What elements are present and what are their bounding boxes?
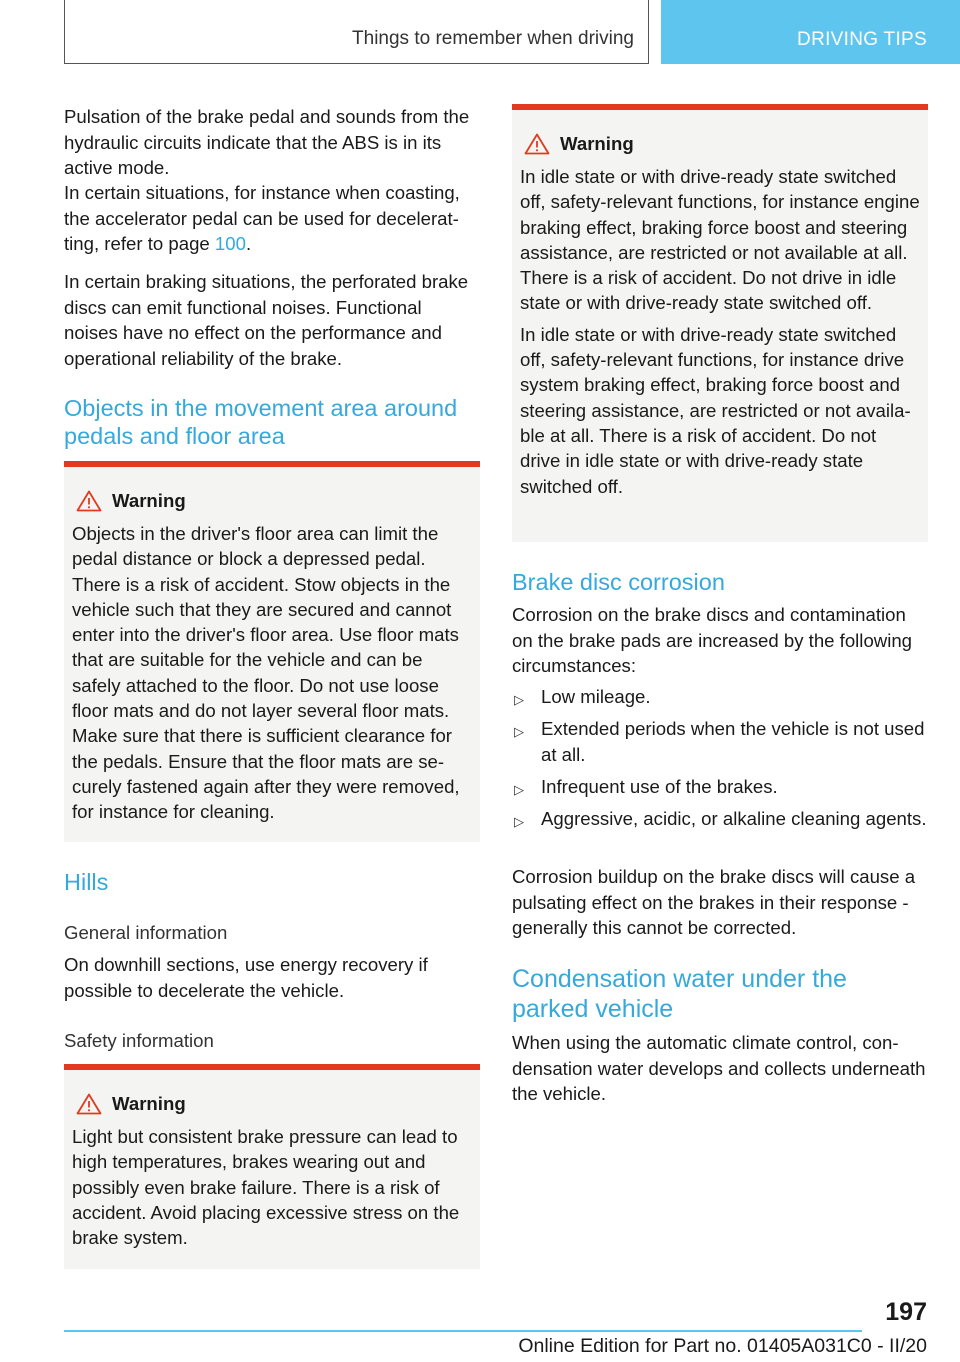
corrosion-outro: Corrosion buildup on the brake discs will cause a pulsating effect on the brakes in their response - generally this cannot be corrected. xyxy=(512,866,916,938)
page-reference-link[interactable]: 100 xyxy=(214,233,246,254)
section-title: Things to remember when driving xyxy=(352,28,634,49)
warning-title: Warning xyxy=(112,490,186,511)
list-item-text: Infrequent use of the brakes. xyxy=(541,775,778,797)
hills-heading: Hills xyxy=(64,869,109,895)
objects-heading-line2: pedals and floor area xyxy=(64,423,285,449)
brake-noise-paragraph: In certain braking situations, the perforated brake discs can emit functional noises. Functional noises have no effect on the performance and operational reliability of the brake. xyxy=(64,271,469,369)
triangle-right-icon: ▷ xyxy=(514,814,524,830)
list-item xyxy=(512,806,928,831)
coasting-end: . xyxy=(245,233,252,254)
abs-paragraph: Pulsation of the brake pedal and sounds from the hydraulic circuits indicate that the ABS is in its active mode. xyxy=(64,106,470,178)
warning-box-brake-pressure xyxy=(64,1064,480,1269)
list-item xyxy=(512,684,928,709)
general-info-heading: General information xyxy=(64,922,228,943)
triangle-right-icon: ▷ xyxy=(514,692,524,707)
safety-info-heading: Safety information xyxy=(64,1030,214,1051)
coasting-paragraph xyxy=(64,180,480,257)
warning-header xyxy=(72,1092,472,1116)
objects-heading xyxy=(64,394,480,450)
warning-triangle-icon xyxy=(76,490,102,512)
warning-triangle-icon xyxy=(76,1093,102,1115)
warning-box-floor-area xyxy=(64,461,480,842)
condensation-text: When using the automatic climate control, condensation water develops and collects underneath the vehicle. xyxy=(512,1032,926,1104)
warning-header xyxy=(520,132,920,156)
warning-triangle-icon xyxy=(524,133,550,155)
warning-box-idle-state xyxy=(512,104,928,542)
corrosion-list xyxy=(512,684,928,838)
general-info-text: On downhill sections, use energy recovery if possible to decelerate the vehicle. xyxy=(64,954,428,1001)
triangle-right-icon: ▷ xyxy=(514,724,524,740)
footer-divider xyxy=(64,1330,862,1332)
warning-title: Warning xyxy=(560,133,634,154)
page-number: 197 xyxy=(885,1298,927,1326)
condensation-heading: Condensation water under the parked vehicle xyxy=(512,965,847,1023)
corrosion-intro: Corrosion on the brake discs and contamination on the brake pads are increased by the following circumstances: xyxy=(512,604,913,676)
list-item-text: Aggressive, acidic, or alkaline cleaning agents. xyxy=(541,808,927,830)
list-item-text: Extended periods when the vehicle is not used at all. xyxy=(541,718,925,765)
warning-title: Warning xyxy=(112,1093,186,1114)
warning-text-2: In idle state or with drive-ready state switched off, safety-relevant functions, for instance drive system braking effect, braking force boost and steering assistance, are restricted or not available at all. There is a risk of accident. Do not drive in idle state or with drive-ready state switched off. xyxy=(520,323,911,497)
header-section-box xyxy=(64,0,649,64)
objects-heading-line1: Objects in the movement area around xyxy=(64,395,458,421)
warning-header xyxy=(72,489,472,513)
warning-text: Objects in the driver's floor area can limit the pedal distance or block a depressed pedal. There is a risk of accident. Stow objects in the vehicle such that they are secured and cannot enter into the driver's floor area. Use floor mats that are suitable for the vehicle and can be safely attached to the floor. Do not use loose floor mats and do not layer several floor mats. Make sure that there is sufficient clearance for the pedals. Ensure that the floor mats are securely fastened again after they were removed, for instance for cleaning. xyxy=(72,523,460,823)
chapter-tab xyxy=(661,0,960,64)
triangle-right-icon: ▷ xyxy=(514,781,524,797)
list-item-text: Low mileage. xyxy=(541,686,651,707)
chapter-title: DRIVING TIPS xyxy=(797,29,927,50)
edition-text: Online Edition for Part no. 01405A031C0 - II/20 xyxy=(518,1335,927,1357)
list-item xyxy=(512,774,928,799)
corrosion-heading: Brake disc corrosion xyxy=(512,569,725,595)
warning-text: Light but consistent brake pressure can lead to high temperatures, brakes wearing out and possibly even brake failure. There is a risk of accident. Avoid placing excessive stress on the brake system. xyxy=(72,1126,460,1249)
list-item xyxy=(512,716,928,767)
coasting-text: In certain situations, for instance when coasting, the accelerator pedal can be used for deceleratting, refer to page xyxy=(64,182,460,254)
warning-text-1: In idle state or with drive-ready state switched off, safety-relevant functions, for instance engine braking effect, braking force boost and steering assistance, are restricted or not available at all. There is a risk of accident. Do not drive in idle state or with drive-ready state switched off. xyxy=(520,166,920,314)
